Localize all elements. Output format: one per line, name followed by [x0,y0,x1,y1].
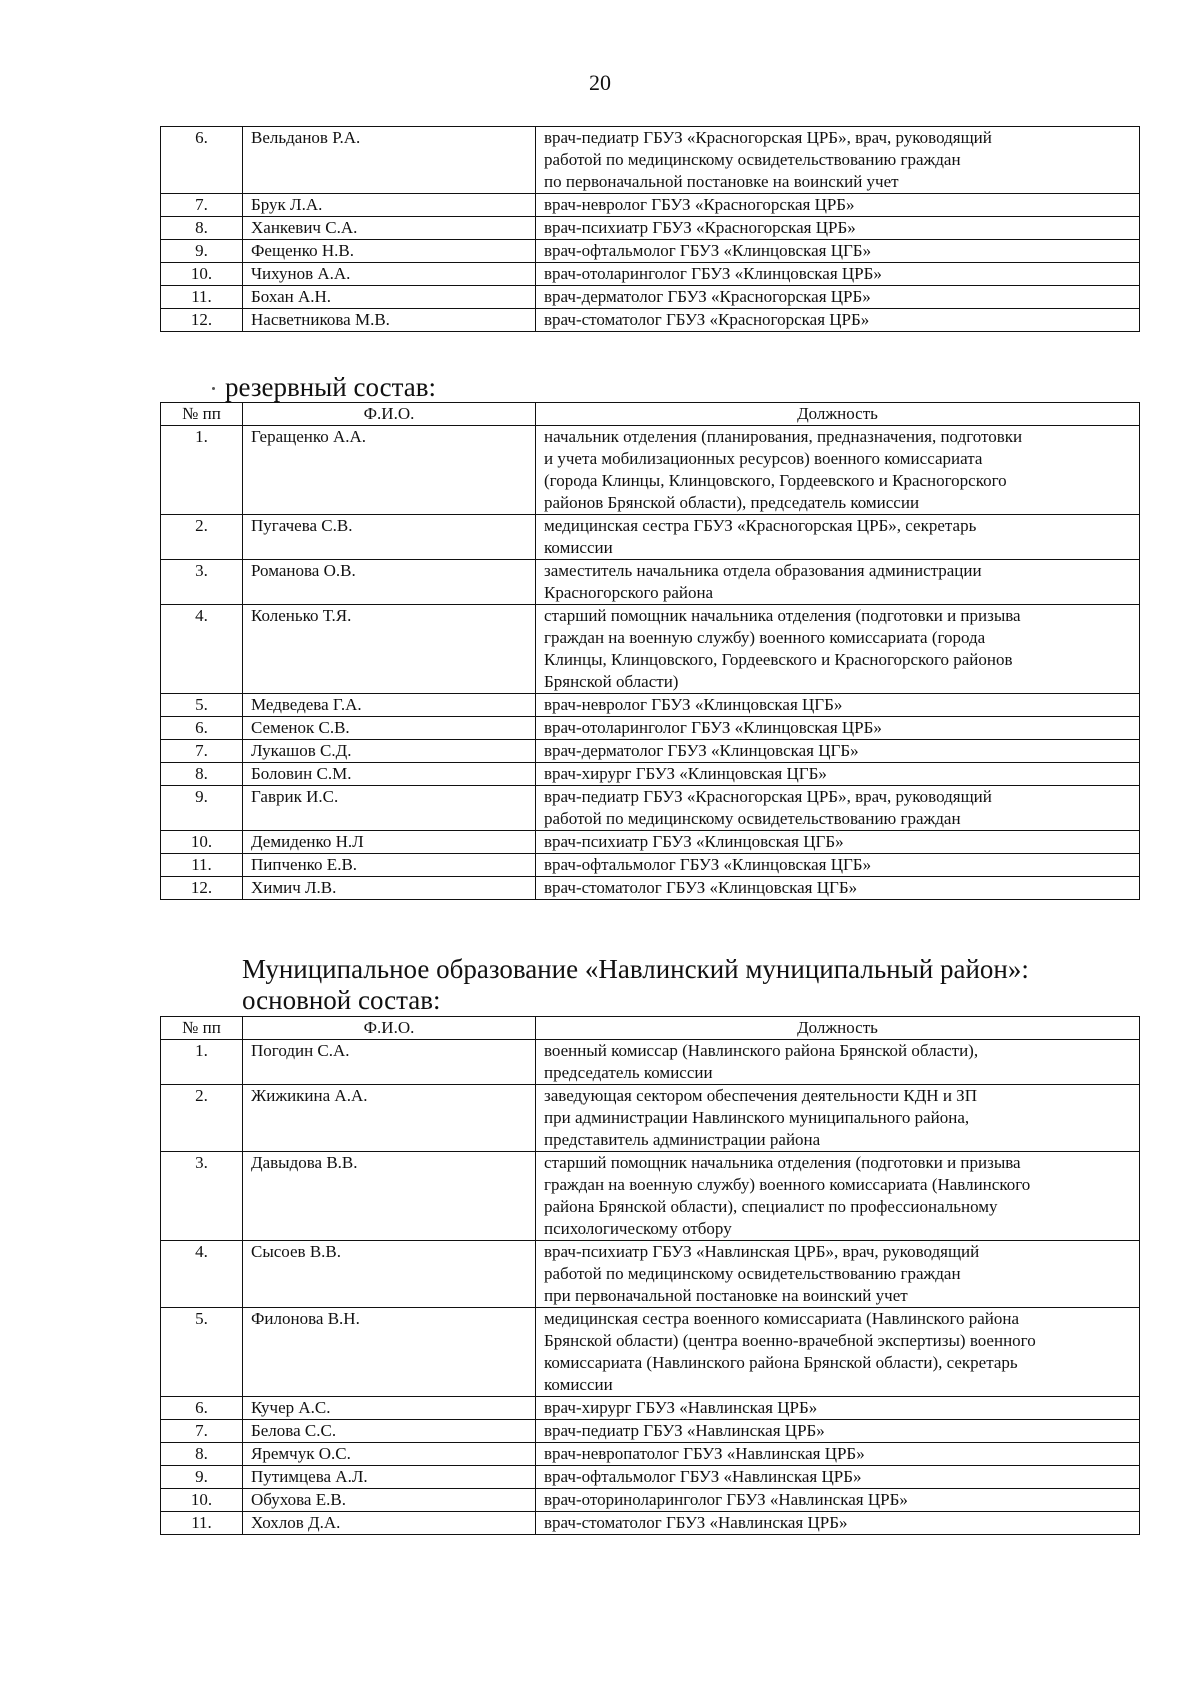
table-row [161,740,1140,763]
position-line: врач-офтальмолог ГБУЗ «Навлинская ЦРБ» [544,1467,862,1486]
person-name: Хохлов Д.А. [243,1512,536,1535]
position-line: заведующая сектором обеспечения деятельности КДН и ЗП [544,1086,977,1105]
header-name: Ф.И.О. [243,403,536,426]
position-cell [536,877,1140,900]
row-number: 7. [161,740,243,763]
table-row [161,240,1140,263]
navlinsky-table [160,1016,1140,1535]
position-cell [536,1152,1140,1241]
table-row [161,1040,1140,1085]
position-cell [536,1512,1140,1535]
row-number: 9. [161,240,243,263]
row-number: 5. [161,694,243,717]
position-line: врач-стоматолог ГБУЗ «Клинцовская ЦГБ» [544,878,858,897]
person-name: Жижикина А.А. [243,1085,536,1152]
row-number: 11. [161,1512,243,1535]
table-row [161,1466,1140,1489]
position-line: психологическому отбору [544,1219,732,1238]
person-name: Фещенко Н.В. [243,240,536,263]
position-line: врач-офтальмолог ГБУЗ «Клинцовская ЦГБ» [544,241,872,260]
reserve-table-body [161,426,1140,900]
position-cell [536,286,1140,309]
scan-speck [212,387,215,390]
person-name: Химич Л.В. [243,877,536,900]
position-cell [536,717,1140,740]
position-line: при первоначальной постановке на воинский учет [544,1286,908,1305]
position-cell [536,1085,1140,1152]
header-position: Должность [536,1017,1140,1040]
row-number: 10. [161,831,243,854]
person-name: Яремчук О.С. [243,1443,536,1466]
header-position: Должность [536,403,1140,426]
position-cell [536,1443,1140,1466]
position-line: врач-психиатр ГБУЗ «Красногорская ЦРБ» [544,218,856,237]
position-line: комиссии [544,538,613,557]
position-cell [536,217,1140,240]
position-line: комиссариата (Навлинского района Брянской области), секретарь [544,1353,1018,1372]
row-number: 7. [161,194,243,217]
table-header-row [161,403,1140,426]
position-line: врач-отоларинголог ГБУЗ «Клинцовская ЦРБ» [544,264,882,283]
position-cell [536,1241,1140,1308]
position-cell [536,854,1140,877]
table-row [161,1397,1140,1420]
position-line: врач-психиатр ГБУЗ «Навлинская ЦРБ», врач, руководящий [544,1242,980,1261]
person-name: Кучер А.С. [243,1397,536,1420]
person-name: Чихунов А.А. [243,263,536,286]
position-line: Брянской области) (центра военно-врачебной экспертизы) военного [544,1331,1036,1350]
position-line: врач-отоларинголог ГБУЗ «Клинцовская ЦРБ» [544,718,882,737]
table-row [161,1085,1140,1152]
table-row [161,515,1140,560]
row-number: 8. [161,217,243,240]
person-name: Гаврик И.С. [243,786,536,831]
position-line: врач-офтальмолог ГБУЗ «Клинцовская ЦГБ» [544,855,872,874]
person-name: Коленько Т.Я. [243,605,536,694]
person-name: Давыдова В.В. [243,1152,536,1241]
person-name: Сысоев В.В. [243,1241,536,1308]
position-cell [536,763,1140,786]
person-name: Белова С.С. [243,1420,536,1443]
row-number: 4. [161,605,243,694]
position-line: районов Брянской области), председатель комиссии [544,493,920,512]
position-line: военный комиссар (Навлинского района Брянской области), [544,1041,979,1060]
position-line: старший помощник начальника отделения (подготовки и призыва [544,606,1021,625]
position-cell [536,309,1140,332]
position-line: Клинцы, Клинцовского, Гордеевского и Красногорского районов [544,650,1013,669]
table-header-row [161,1017,1140,1040]
position-line: представитель администрации района [544,1130,821,1149]
row-number: 9. [161,1466,243,1489]
position-cell [536,1308,1140,1397]
person-name: Пипченко Е.В. [243,854,536,877]
row-number: 1. [161,426,243,515]
person-name: Медведева Г.А. [243,694,536,717]
person-name: Бохан А.Н. [243,286,536,309]
person-name: Вельданов Р.А. [243,127,536,194]
position-line: врач-педиатр ГБУЗ «Красногорская ЦРБ», врач, руководящий [544,128,992,147]
position-line: работой по медицинскому освидетельствованию граждан [544,150,961,169]
person-name: Демиденко Н.Л [243,831,536,854]
commission-table-body [161,127,1140,332]
row-number: 2. [161,1085,243,1152]
row-number: 5. [161,1308,243,1397]
header-num: № пп [161,1017,243,1040]
municipality-heading: Муниципальное образование «Навлинский муниципальный район»: [242,954,1029,984]
position-cell [536,240,1140,263]
table-row [161,127,1140,194]
table-row [161,1420,1140,1443]
position-cell [536,560,1140,605]
row-number: 10. [161,1489,243,1512]
position-cell [536,831,1140,854]
table-row [161,286,1140,309]
position-line: старший помощник начальника отделения (подготовки и призыва [544,1153,1021,1172]
person-name: Геращенко А.А. [243,426,536,515]
person-name: Ханкевич С.А. [243,217,536,240]
table-row [161,717,1140,740]
position-line: медицинская сестра ГБУЗ «Красногорская ЦРБ», секретарь [544,516,977,535]
row-number: 11. [161,854,243,877]
position-cell [536,694,1140,717]
table-row [161,1489,1140,1512]
position-cell [536,605,1140,694]
position-line: комиссии [544,1375,613,1394]
position-line: по первоначальной постановке на воинский учет [544,172,899,191]
position-cell [536,1397,1140,1420]
table-row [161,1512,1140,1535]
position-line: врач-дерматолог ГБУЗ «Красногорская ЦРБ» [544,287,871,306]
row-number: 10. [161,263,243,286]
navlinsky-table-body [161,1040,1140,1535]
table-row [161,194,1140,217]
table-row [161,1241,1140,1308]
row-number: 6. [161,127,243,194]
reserve-heading: резервный состав: [225,372,437,402]
table-row [161,763,1140,786]
position-cell [536,1420,1140,1443]
main-composition-heading: основной состав: [242,985,441,1015]
table-row [161,1308,1140,1397]
row-number: 6. [161,1397,243,1420]
commission-table-continued [160,126,1140,332]
position-line: Красногорского района [544,583,714,602]
person-name: Брук Л.А. [243,194,536,217]
row-number: 7. [161,1420,243,1443]
table-row [161,605,1140,694]
header-name: Ф.И.О. [243,1017,536,1040]
table-row [161,694,1140,717]
position-line: при администрации Навлинского муниципального района, [544,1108,970,1127]
position-cell [536,786,1140,831]
row-number: 1. [161,1040,243,1085]
reserve-table [160,402,1140,900]
table-row [161,263,1140,286]
row-number: 8. [161,763,243,786]
person-name: Филонова В.Н. [243,1308,536,1397]
table-row [161,831,1140,854]
table-row [161,877,1140,900]
table-row [161,426,1140,515]
position-line: граждан на военную службу) военного комиссариата (города [544,628,986,647]
row-number: 9. [161,786,243,831]
table-row [161,560,1140,605]
position-cell [536,194,1140,217]
table-row [161,854,1140,877]
position-line: района Брянской области), специалист по профессиональному [544,1197,998,1216]
person-name: Семенок С.В. [243,717,536,740]
person-name: Обухова Е.В. [243,1489,536,1512]
position-cell [536,1489,1140,1512]
position-line: врач-хирург ГБУЗ «Навлинская ЦРБ» [544,1398,818,1417]
position-cell [536,426,1140,515]
table-row [161,1443,1140,1466]
position-line: врач-хирург ГБУЗ «Клинцовская ЦГБ» [544,764,827,783]
position-cell [536,263,1140,286]
person-name: Насветникова М.В. [243,309,536,332]
position-cell [536,515,1140,560]
row-number: 4. [161,1241,243,1308]
position-line: врач-стоматолог ГБУЗ «Красногорская ЦРБ» [544,310,870,329]
position-line: и учета мобилизационных ресурсов) военного комиссариата [544,449,983,468]
position-line: Брянской области) [544,672,679,691]
position-cell [536,740,1140,763]
position-line: врач-невролог ГБУЗ «Клинцовская ЦГБ» [544,695,843,714]
position-line: (города Клинцы, Клинцовского, Гордеевского и Красногорского [544,471,1007,490]
position-line: работой по медицинскому освидетельствованию граждан [544,809,961,828]
table-row [161,217,1140,240]
person-name: Путимцева А.Л. [243,1466,536,1489]
position-line: работой по медицинскому освидетельствованию граждан [544,1264,961,1283]
position-line: врач-невролог ГБУЗ «Красногорская ЦРБ» [544,195,855,214]
row-number: 11. [161,286,243,309]
position-line: председатель комиссии [544,1063,713,1082]
position-line: врач-психиатр ГБУЗ «Клинцовская ЦГБ» [544,832,844,851]
header-num: № пп [161,403,243,426]
row-number: 3. [161,1152,243,1241]
table-row [161,309,1140,332]
person-name: Пугачева С.В. [243,515,536,560]
position-line: начальник отделения (планирования, предназначения, подготовки [544,427,1023,446]
row-number: 2. [161,515,243,560]
position-line: врач-педиатр ГБУЗ «Навлинская ЦРБ» [544,1421,825,1440]
position-line: граждан на военную службу) военного комиссариата (Навлинского [544,1175,1031,1194]
row-number: 12. [161,877,243,900]
position-line: медицинская сестра военного комиссариата (Навлинского района [544,1309,1020,1328]
position-line: врач-педиатр ГБУЗ «Красногорская ЦРБ», врач, руководящий [544,787,992,806]
position-line: врач-стоматолог ГБУЗ «Навлинская ЦРБ» [544,1513,848,1532]
row-number: 12. [161,309,243,332]
position-cell [536,127,1140,194]
page-number: 20 [589,70,611,95]
position-line: врач-невропатолог ГБУЗ «Навлинская ЦРБ» [544,1444,865,1463]
position-line: врач-дерматолог ГБУЗ «Клинцовская ЦГБ» [544,741,859,760]
person-name: Романова О.В. [243,560,536,605]
person-name: Лукашов С.Д. [243,740,536,763]
table-row [161,1152,1140,1241]
row-number: 6. [161,717,243,740]
person-name: Боловин С.М. [243,763,536,786]
person-name: Погодин С.А. [243,1040,536,1085]
row-number: 8. [161,1443,243,1466]
position-cell [536,1466,1140,1489]
position-line: заместитель начальника отдела образования администрации [544,561,982,580]
position-line: врач-оториноларинголог ГБУЗ «Навлинская ЦРБ» [544,1490,908,1509]
row-number: 3. [161,560,243,605]
table-row [161,786,1140,831]
position-cell [536,1040,1140,1085]
